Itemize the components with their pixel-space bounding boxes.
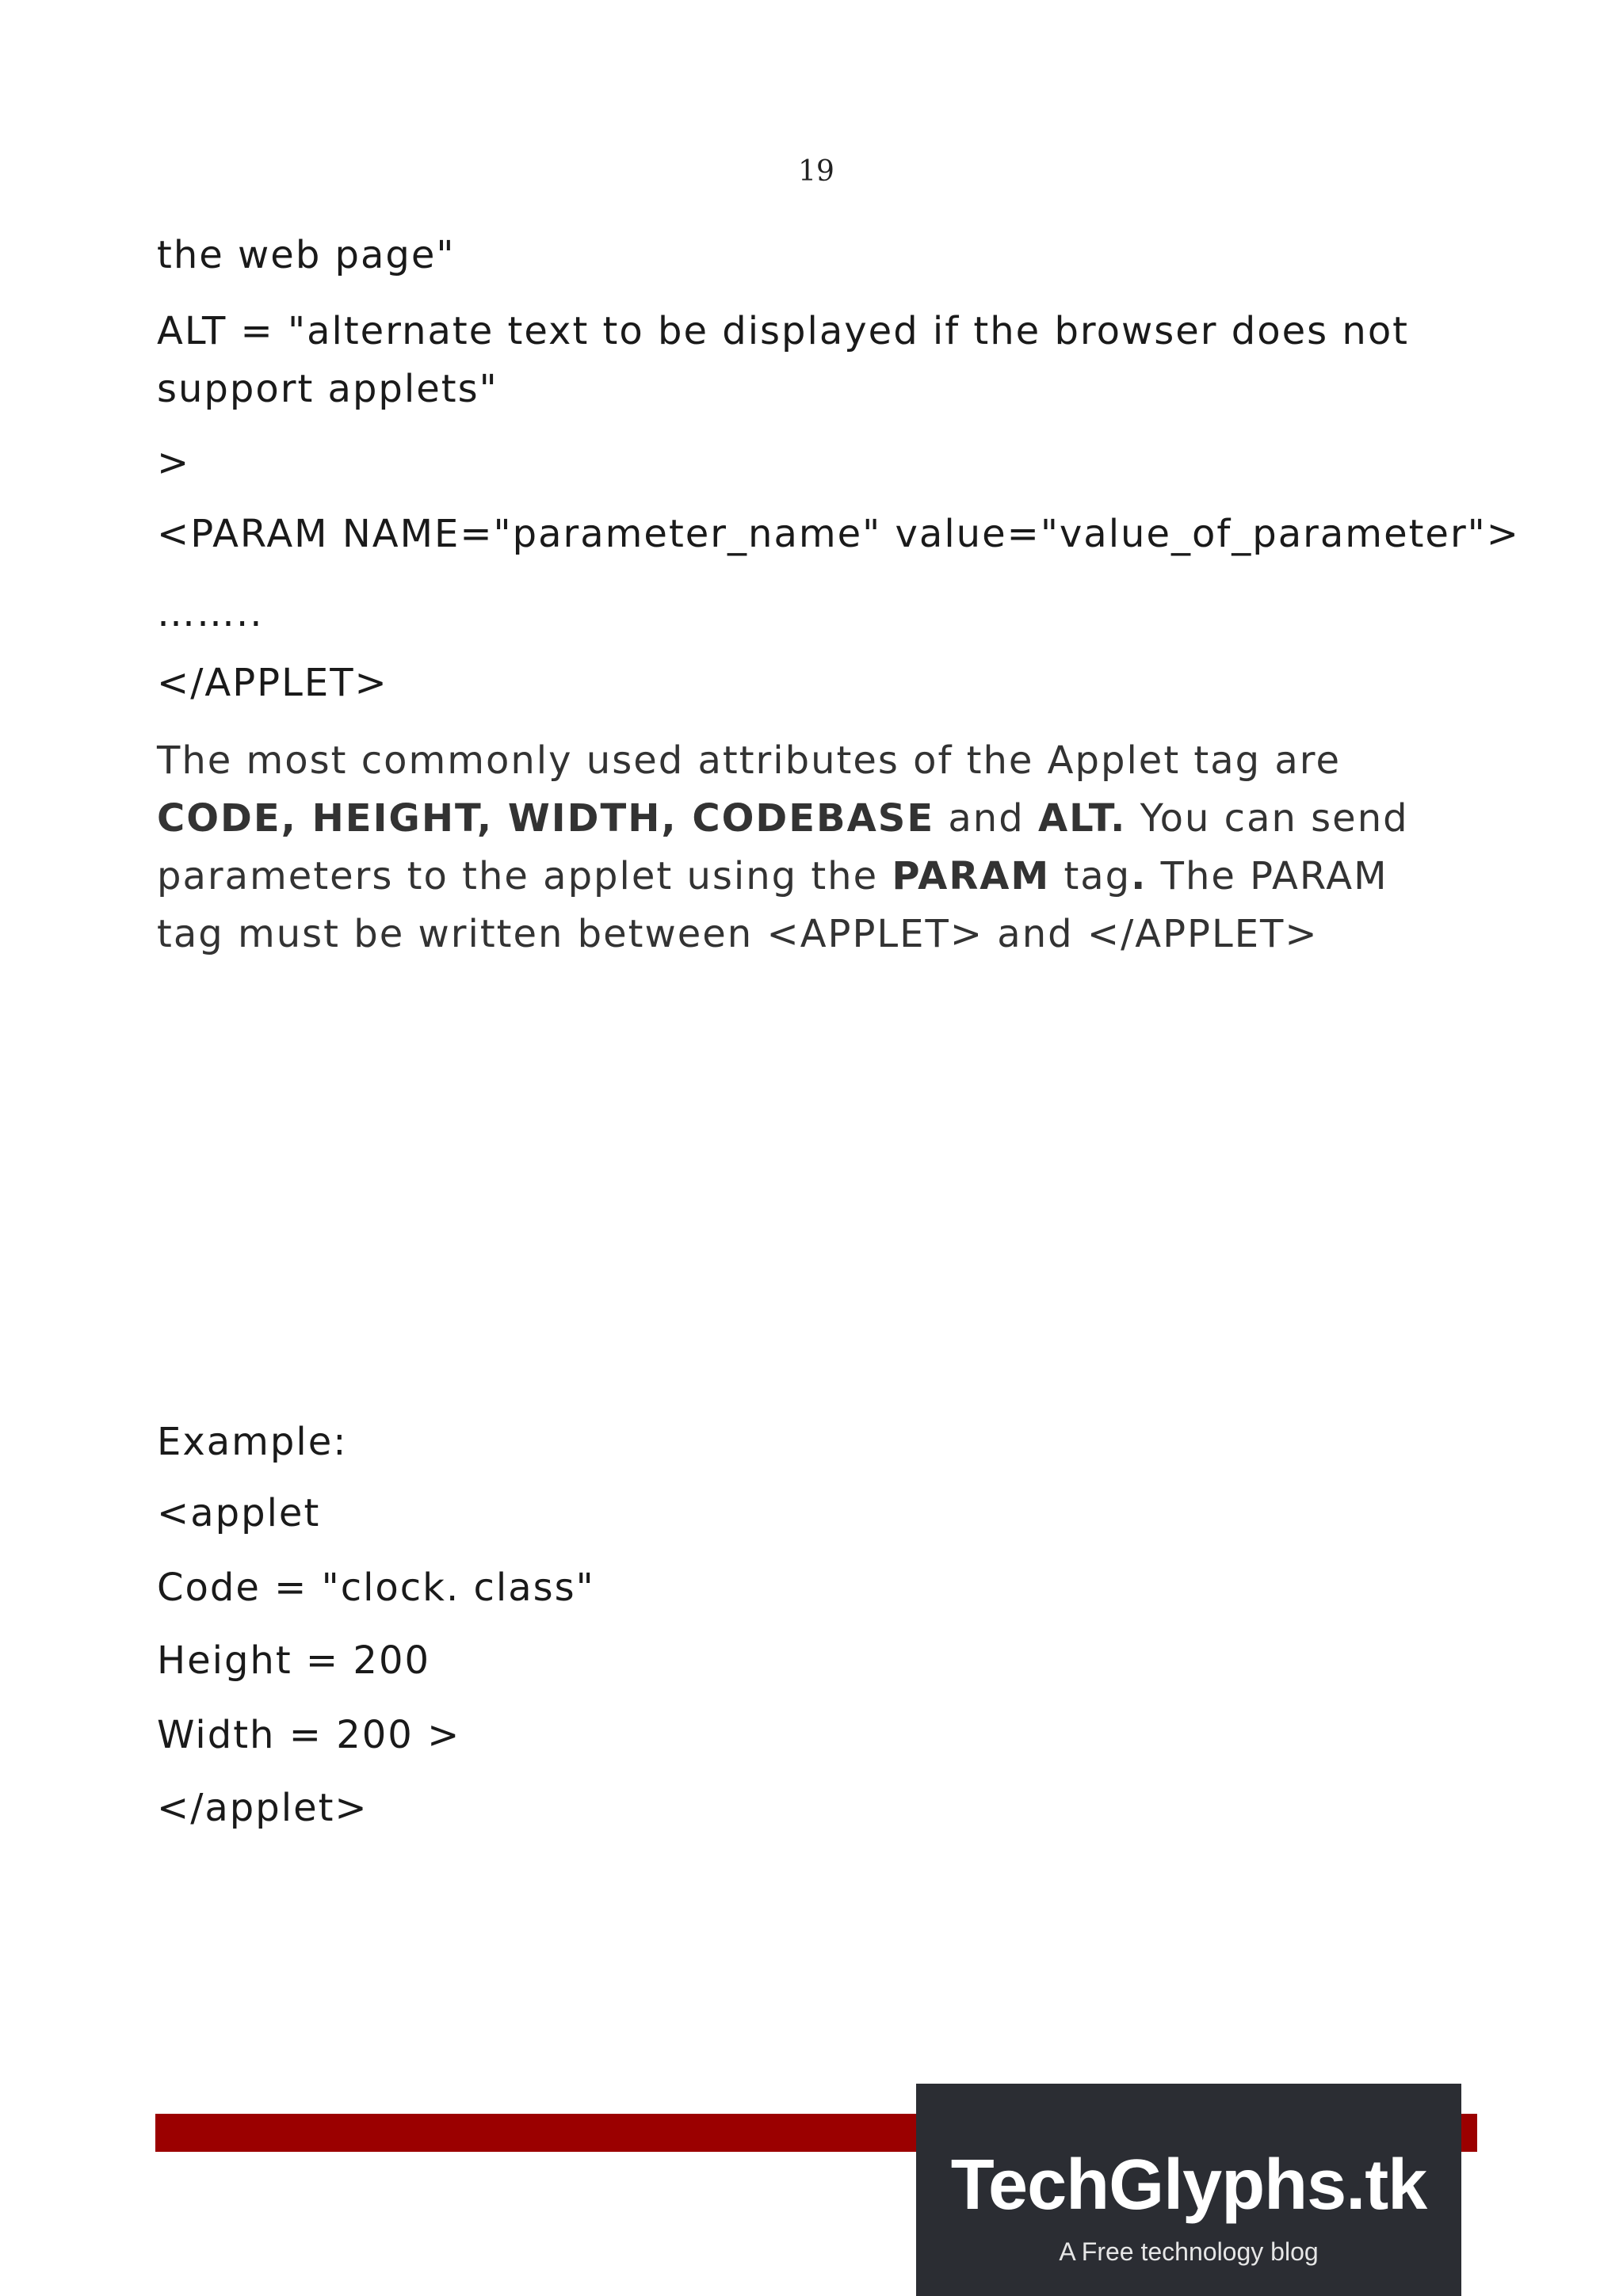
attributes-paragraph <box>157 732 1457 963</box>
closing-angle-line: > <box>157 441 191 485</box>
paragraph-text: tag <box>1050 854 1132 898</box>
paragraph-bold-period: . <box>1131 854 1148 898</box>
paragraph-bold-attributes: CODE, HEIGHT, WIDTH, CODEBASE <box>157 796 935 841</box>
brand-badge <box>916 2084 1461 2296</box>
brand-tagline: A Free technology blog <box>1059 2237 1319 2266</box>
paragraph-text: The PARAM tag must be written between <APPLET> and </APPLET> <box>157 854 1388 956</box>
ellipsis-line: …….. <box>157 591 264 635</box>
paragraph-bold-param: PARAM <box>892 854 1051 898</box>
example-width-attr: Width = 200 > <box>157 1713 461 1757</box>
param-tag-line: <PARAM NAME="parameter_name" value="value_of_parameter"> <box>157 512 1520 556</box>
example-code-attr: Code = "clock. class" <box>157 1566 595 1610</box>
paragraph-text: and <box>934 796 1038 841</box>
close-applet-line: </APPLET> <box>157 661 388 705</box>
page-number: 19 <box>798 155 834 188</box>
alt-attribute-line: ALT = "alternate text to be displayed if the browser does not support applets" <box>157 309 1409 411</box>
text-line-web-page: the web page" <box>157 233 456 277</box>
paragraph-text: The most commonly used attributes of the Applet tag are <box>157 738 1341 783</box>
paragraph-text: You can send parameters to the applet using the <box>157 796 1409 898</box>
example-close-tag: </applet> <box>157 1786 369 1830</box>
example-open-tag: <applet <box>157 1491 321 1535</box>
example-label: Example: <box>157 1420 348 1464</box>
example-height-attr: Height = 200 <box>157 1638 431 1683</box>
brand-logo-text: TechGlyphs.tk <box>950 2145 1427 2225</box>
paragraph-bold-alt: ALT. <box>1037 796 1127 841</box>
